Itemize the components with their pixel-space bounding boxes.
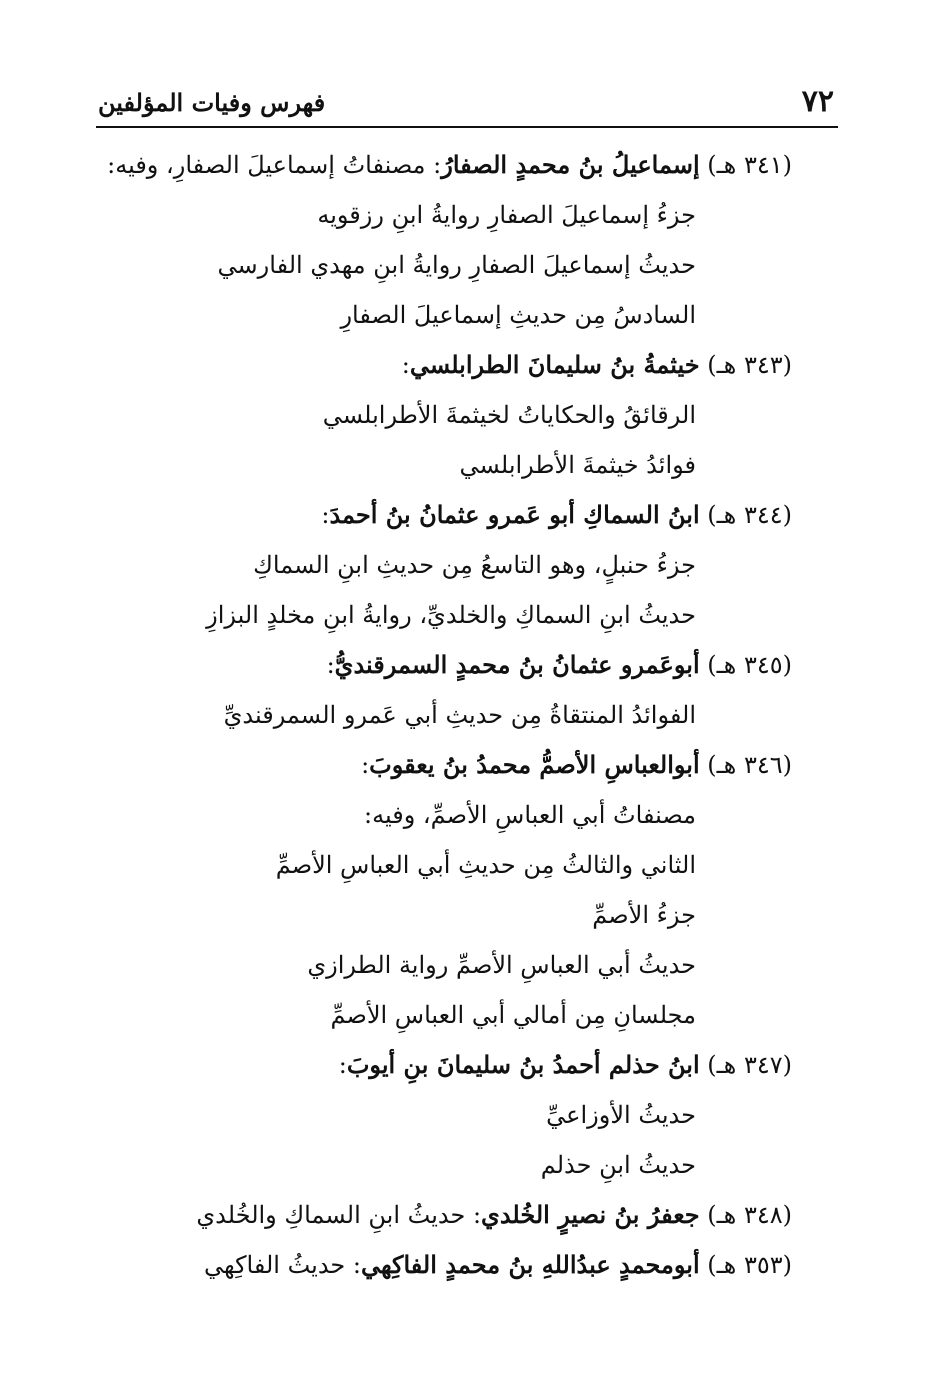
- entry-heading: [100, 340, 792, 390]
- page-number: ٧٢: [801, 84, 834, 119]
- entry-note: : حديثُ الفاكِهي: [204, 1251, 361, 1279]
- work-title: فوائدُ خيثمةَ الأطرابلسي: [459, 451, 696, 479]
- work-title: حديثُ إسماعيلَ الصفارِ روايةُ ابنِ مهدي الفارسي: [217, 251, 696, 279]
- entry-note: :: [401, 351, 410, 379]
- work-title: جزءُ إسماعيلَ الصفارِ روايةُ ابنِ رزقويه: [317, 201, 696, 229]
- death-year: (٣٤٣ هـ): [707, 351, 792, 379]
- author-name: أبوعَمرو عثمانُ بنُ محمدٍ السمرقنديُّ: [334, 650, 700, 679]
- death-year: (٣٤٧ هـ): [707, 1051, 792, 1079]
- entry-heading: [100, 1040, 792, 1090]
- page-header: [96, 82, 838, 128]
- death-year: (٣٤٥ هـ): [707, 651, 792, 679]
- entry-note: :: [321, 501, 330, 529]
- work-title: حديثُ ابنِ السماكِ والخلديِّ، روايةُ ابنِ مخلدٍ البزازِ: [206, 601, 696, 629]
- entry-heading: [100, 740, 792, 790]
- death-year: (٣٤٤ هـ): [707, 501, 792, 529]
- work-title: مجلسانِ مِن أمالي أبي العباسِ الأصمِّ: [330, 1001, 696, 1029]
- death-year: (٣٤٦ هـ): [707, 751, 792, 779]
- work-title: جزءُ الأصمِّ: [592, 901, 696, 929]
- author-name: أبومحمدٍ عبدُاللهِ بنُ محمدٍ الفاكِهي: [360, 1250, 700, 1279]
- entry-heading: [100, 1240, 792, 1290]
- death-year: (٣٤١ هـ): [707, 151, 792, 179]
- work-title: الفوائدُ المنتقاةُ مِن حديثِ أبي عَمرو السمرقنديِّ: [223, 701, 696, 729]
- entry-note: :: [361, 751, 370, 779]
- death-year: (٣٥٣ هـ): [707, 1251, 792, 1279]
- work-title: الثاني والثالثُ مِن حديثِ أبي العباسِ الأصمِّ: [275, 851, 696, 879]
- work-title: حديثُ ابنِ حذلم: [540, 1151, 696, 1179]
- author-name: خيثمةُ بنُ سليمانَ الطرابلسي: [409, 350, 700, 379]
- entry-heading: [100, 140, 792, 190]
- author-name: ابنُ حذلم أحمدُ بنُ سليمانَ بنِ أيوبَ: [346, 1050, 700, 1079]
- author-name: جعفرُ بنُ نصيرٍ الخُلدي: [481, 1200, 700, 1229]
- work-title: جزءُ حنبلٍ، وهو التاسعُ مِن حديثِ ابنِ السماكِ: [253, 551, 696, 579]
- entry-note: :: [326, 651, 335, 679]
- work-title: حديثُ الأوزاعيِّ: [546, 1101, 696, 1129]
- work-title: حديثُ أبي العباسِ الأصمِّ رواية الطرازي: [307, 951, 696, 979]
- running-title: فهرس وفيات المؤلفين: [98, 88, 326, 117]
- entry-heading: [100, 490, 792, 540]
- entry-heading: [100, 640, 792, 690]
- entry-note: : حديثُ ابنِ السماكِ والخُلدي: [196, 1201, 482, 1229]
- work-title: السادسُ مِن حديثِ إسماعيلَ الصفارِ: [340, 301, 696, 329]
- author-name: إسماعيلُ بنُ محمدٍ الصفارُ: [441, 150, 700, 179]
- author-name: أبوالعباسِ الأصمُّ محمدُ بنُ يعقوبَ: [369, 750, 700, 779]
- work-title: مصنفاتُ أبي العباسِ الأصمِّ، وفيه:: [364, 801, 696, 829]
- work-title: الرقائقُ والحكاياتُ لخيثمةَ الأطرابلسي: [322, 401, 696, 429]
- entry-note: :: [338, 1051, 347, 1079]
- entry-note: : مصنفاتُ إسماعيلَ الصفارِ، وفيه:: [107, 151, 442, 179]
- death-year: (٣٤٨ هـ): [707, 1201, 792, 1229]
- author-name: ابنُ السماكِ أبو عَمرو عثمانُ بنُ أحمدَ: [329, 500, 700, 529]
- entry-heading: [100, 1190, 792, 1240]
- index-body: [100, 140, 792, 1290]
